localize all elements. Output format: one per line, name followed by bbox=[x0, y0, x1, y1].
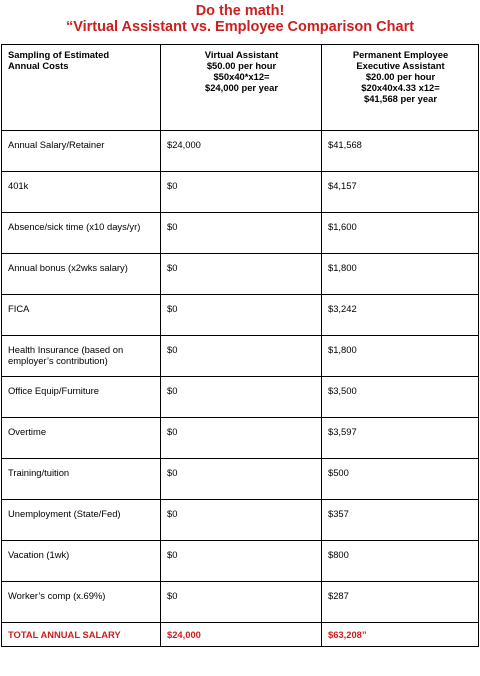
comparison-table bbox=[1, 44, 479, 647]
total-employee-cost: $63,208” bbox=[322, 623, 479, 647]
row-label: Vacation (1wk) bbox=[2, 541, 161, 582]
row-va-cost: $0 bbox=[161, 500, 322, 541]
row-va-cost: $0 bbox=[161, 254, 322, 295]
row-employee-cost: $1,800 bbox=[322, 336, 479, 377]
row-va-cost: $24,000 bbox=[161, 131, 322, 172]
table-row bbox=[2, 295, 479, 336]
row-employee-cost: $500 bbox=[322, 459, 479, 500]
row-employee-cost: $3,597 bbox=[322, 418, 479, 459]
table-row bbox=[2, 213, 479, 254]
table-row bbox=[2, 336, 479, 377]
row-label: Overtime bbox=[2, 418, 161, 459]
table-row bbox=[2, 254, 479, 295]
title-line-2: “Virtual Assistant vs. Employee Comparison Chart bbox=[65, 19, 415, 35]
table-row bbox=[2, 131, 479, 172]
row-employee-cost: $800 bbox=[322, 541, 479, 582]
row-va-cost: $0 bbox=[161, 336, 322, 377]
row-va-cost: $0 bbox=[161, 459, 322, 500]
row-label: Worker’s comp (x.69%) bbox=[2, 582, 161, 623]
row-employee-cost: $287 bbox=[322, 582, 479, 623]
table-row bbox=[2, 541, 479, 582]
header-cost-category: Sampling of Estimated Annual Costs bbox=[2, 45, 161, 131]
row-employee-cost: $41,568 bbox=[322, 131, 479, 172]
row-va-cost: $0 bbox=[161, 541, 322, 582]
row-va-cost: $0 bbox=[161, 172, 322, 213]
row-va-cost: $0 bbox=[161, 213, 322, 254]
total-row bbox=[2, 623, 479, 647]
total-va-cost: $24,000 bbox=[161, 623, 322, 647]
row-employee-cost: $1,600 bbox=[322, 213, 479, 254]
page-title bbox=[0, 3, 480, 35]
table-row bbox=[2, 172, 479, 213]
row-va-cost: $0 bbox=[161, 377, 322, 418]
row-label: FICA bbox=[2, 295, 161, 336]
table-row bbox=[2, 582, 479, 623]
header-permanent-employee: Permanent Employee Executive Assistant $20.00 per hour $20x40x4.33 x12= $41,568 per year bbox=[322, 45, 479, 131]
row-va-cost: $0 bbox=[161, 582, 322, 623]
row-va-cost: $0 bbox=[161, 295, 322, 336]
row-label: Office Equip/Furniture bbox=[2, 377, 161, 418]
row-employee-cost: $3,500 bbox=[322, 377, 479, 418]
table-row bbox=[2, 500, 479, 541]
table-row bbox=[2, 459, 479, 500]
row-label: Unemployment (State/Fed) bbox=[2, 500, 161, 541]
row-label: Annual Salary/Retainer bbox=[2, 131, 161, 172]
title-line-1: Do the math! bbox=[195, 3, 285, 19]
row-employee-cost: $357 bbox=[322, 500, 479, 541]
table-header-row bbox=[2, 45, 479, 131]
row-label: Health Insurance (based on employer’s contribution) bbox=[2, 336, 161, 377]
row-va-cost: $0 bbox=[161, 418, 322, 459]
row-label: Annual bonus (x2wks salary) bbox=[2, 254, 161, 295]
table-row bbox=[2, 418, 479, 459]
row-employee-cost: $4,157 bbox=[322, 172, 479, 213]
row-label: Absence/sick time (x10 days/yr) bbox=[2, 213, 161, 254]
row-employee-cost: $3,242 bbox=[322, 295, 479, 336]
row-label: 401k bbox=[2, 172, 161, 213]
total-label: TOTAL ANNUAL SALARY bbox=[2, 623, 161, 647]
row-employee-cost: $1,800 bbox=[322, 254, 479, 295]
table-row bbox=[2, 377, 479, 418]
header-virtual-assistant: Virtual Assistant $50.00 per hour $50x40*x12= $24,000 per year bbox=[161, 45, 322, 131]
row-label: Training/tuition bbox=[2, 459, 161, 500]
